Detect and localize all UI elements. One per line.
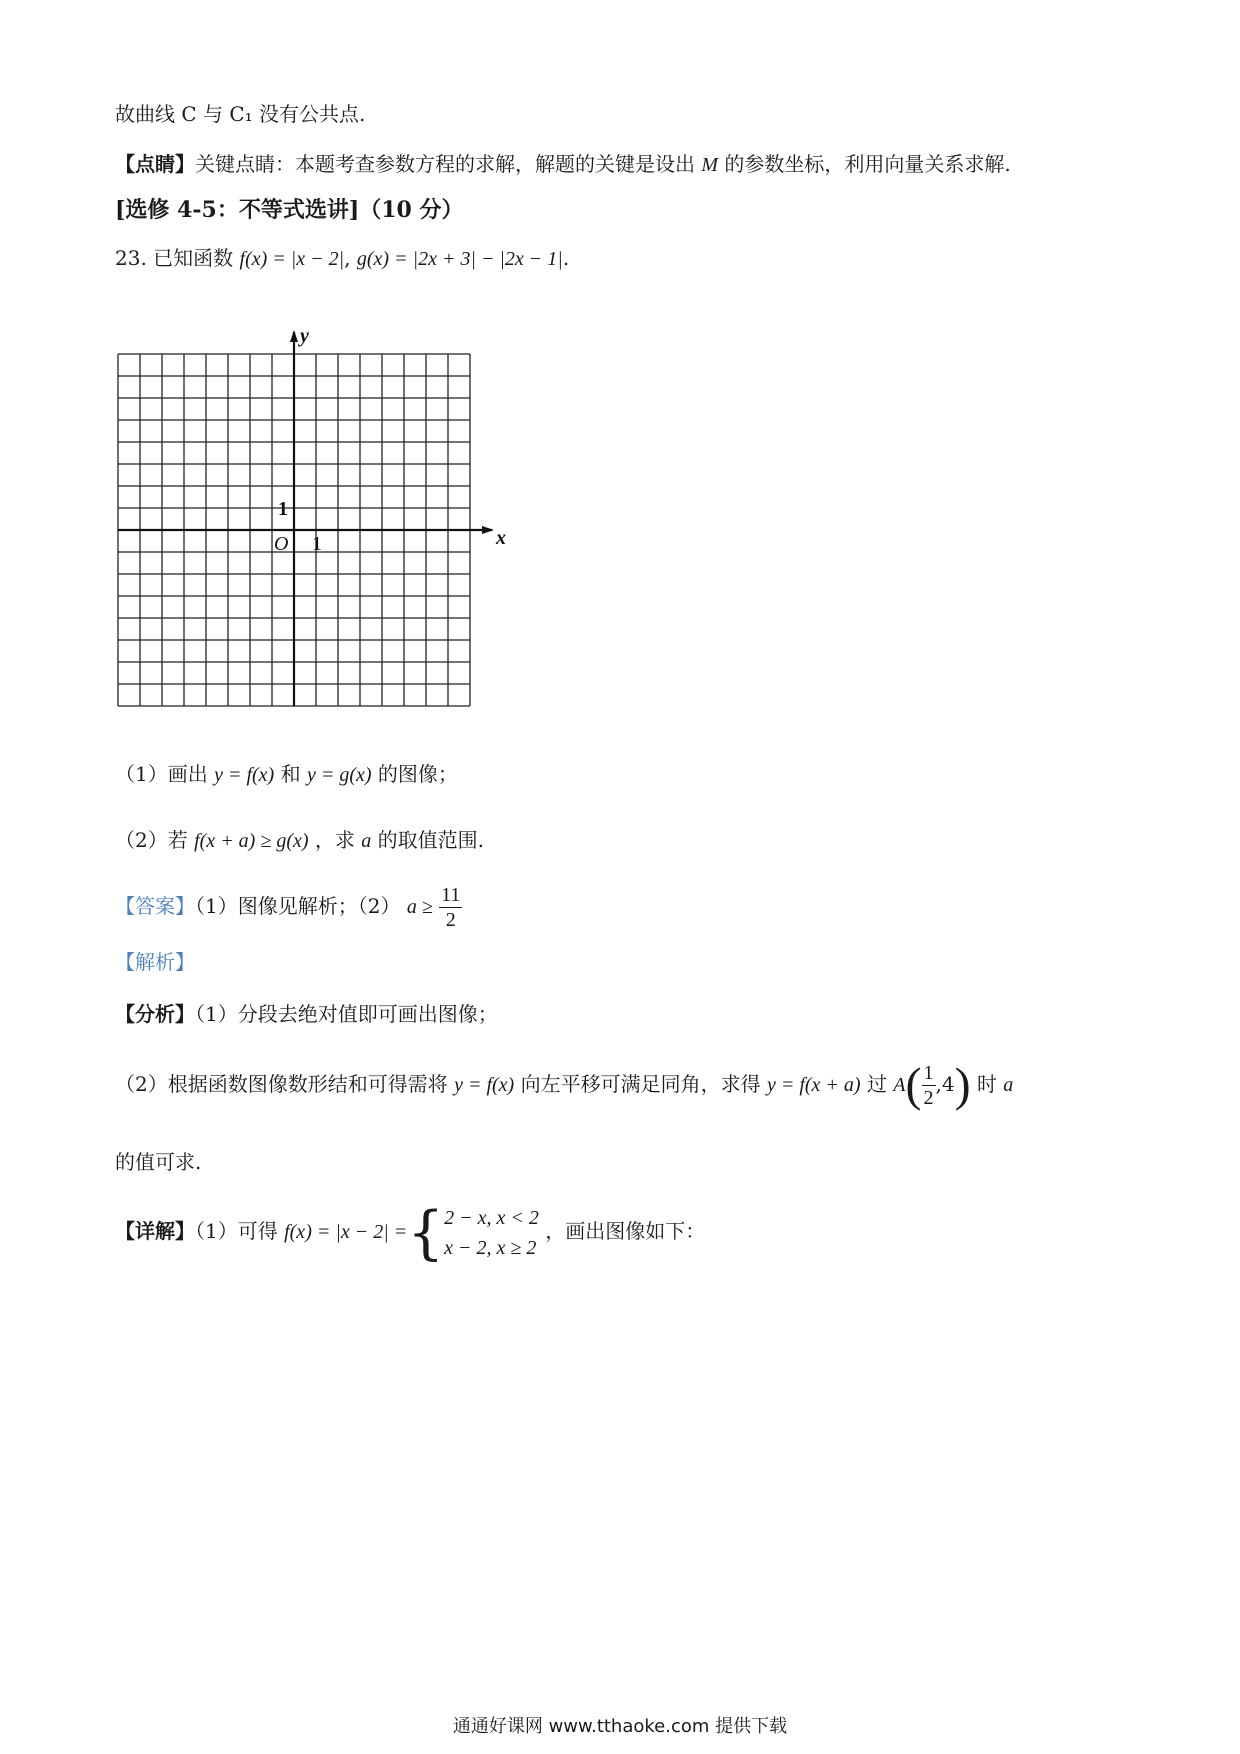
problem-number: 23. xyxy=(115,246,147,270)
fenxi2-num: 1 xyxy=(923,1062,934,1084)
case-2: x − 2, x ≥ 2 xyxy=(444,1236,537,1259)
fenxi2-p3: 过 xyxy=(866,1072,887,1096)
xiangjie-label: 【详解】 xyxy=(115,1219,195,1243)
formula-f: f(x) = |x − 2| xyxy=(239,248,345,270)
fenxi-label: 【分析】 xyxy=(115,1002,195,1026)
y-axis-arrow-icon xyxy=(290,330,298,342)
answer-text: （1）图像见解析；（2） xyxy=(195,894,401,918)
dianjing-line xyxy=(115,150,1011,179)
fenxi2-cont: 的值可求. xyxy=(115,1150,202,1174)
fenxi2-p4: 时 xyxy=(976,1072,997,1096)
formula-g: g(x) = |2x + 3| − |2x − 1| xyxy=(356,248,563,270)
sub1-end: 的图像； xyxy=(377,762,458,786)
section-title: [选修 4-5：不等式选讲]（10 分） xyxy=(115,197,464,223)
y-tick-label: 1 xyxy=(278,498,288,520)
paren-left-icon: ( xyxy=(905,1058,922,1112)
answer-label: 【答案】 xyxy=(115,894,195,918)
dianjing-label: 【点睛】 xyxy=(115,152,195,176)
fenxi2-var: a xyxy=(1003,1074,1014,1096)
fenxi2-p1: （2）根据函数图像数形结和可得需将 xyxy=(115,1072,448,1096)
sub1-label: （1）画出 xyxy=(115,762,208,786)
sub2-var: a xyxy=(361,830,372,852)
xiangjie-text: （1）可得 xyxy=(195,1219,278,1243)
fenxi2-e1: y = f(x) xyxy=(454,1074,515,1096)
x-axis-label: x xyxy=(496,527,506,549)
dianjing-text-after: 的参数坐标，利用向量关系求解. xyxy=(724,152,1011,176)
footer: 通通好课网 www.tthaoke.com 提供下载 xyxy=(452,1716,788,1737)
problem-end: . xyxy=(562,246,570,270)
x-axis-arrow-icon xyxy=(482,526,494,534)
sub1-mid: 和 xyxy=(280,762,301,786)
x-tick-label: 1 xyxy=(312,533,322,555)
sub2-end: 的取值范围. xyxy=(377,828,484,852)
sub2-label: （2）若 xyxy=(115,828,188,852)
analysis-label: 【解析】 xyxy=(115,950,195,974)
problem-prefix: 已知函数 xyxy=(153,246,234,270)
answer-fraction xyxy=(439,883,462,932)
fenxi2-line xyxy=(115,1052,1013,1118)
sub1-expr1: y = f(x) xyxy=(214,764,275,786)
xiangjie-expr: f(x) = |x − 2| = xyxy=(284,1221,408,1243)
fenxi2-p2: 向左平移可满足同角，求得 xyxy=(520,1072,761,1096)
answer-line xyxy=(115,876,462,937)
piecewise-cases xyxy=(444,1203,539,1263)
fenxi2-fraction xyxy=(922,1061,936,1110)
sub2-line xyxy=(115,826,484,855)
fenxi2-point: A xyxy=(893,1074,906,1096)
problem-line: 23. 已知函数 f(x) = |x − 2|, g(x) = |2x + 3| − |2x − 1|. xyxy=(115,246,570,270)
dianjing-text-before: 关键点睛：本题考查参数方程的求解，解题的关键是设出 xyxy=(195,152,695,176)
xiangjie-line xyxy=(115,1196,705,1268)
sub1-expr2: y = g(x) xyxy=(306,764,372,786)
answer-num: 11 xyxy=(441,884,461,906)
origin-label: O xyxy=(274,533,289,555)
fenxi-line xyxy=(115,1000,498,1028)
fenxi2-e2: y = f(x + a) xyxy=(766,1074,861,1096)
xiangjie-end: ，画出图像如下： xyxy=(545,1219,706,1243)
fenxi2-coord2: ,4 xyxy=(935,1072,955,1096)
sub1-line xyxy=(115,760,458,789)
left-brace-icon: { xyxy=(407,1198,445,1267)
paren-right-icon: ) xyxy=(954,1058,971,1112)
sub2-expr: f(x + a) ≥ g(x) xyxy=(194,830,309,852)
fenxi2-den: 2 xyxy=(923,1087,934,1109)
intro-text: 故曲线 C 与 C₁ 没有公共点. xyxy=(115,102,366,126)
answer-den: 2 xyxy=(445,909,456,931)
sub2-mid: ，求 xyxy=(314,828,355,852)
y-axis-label: y xyxy=(300,325,309,347)
answer-expr: a ≥ xyxy=(406,896,433,918)
intro-line xyxy=(115,100,365,128)
case-1: 2 − x, x < 2 xyxy=(444,1206,539,1229)
dianjing-var: M xyxy=(701,154,719,176)
fenxi-text: （1）分段去绝对值即可画出图像； xyxy=(195,1002,498,1026)
coordinate-grid xyxy=(118,325,506,730)
